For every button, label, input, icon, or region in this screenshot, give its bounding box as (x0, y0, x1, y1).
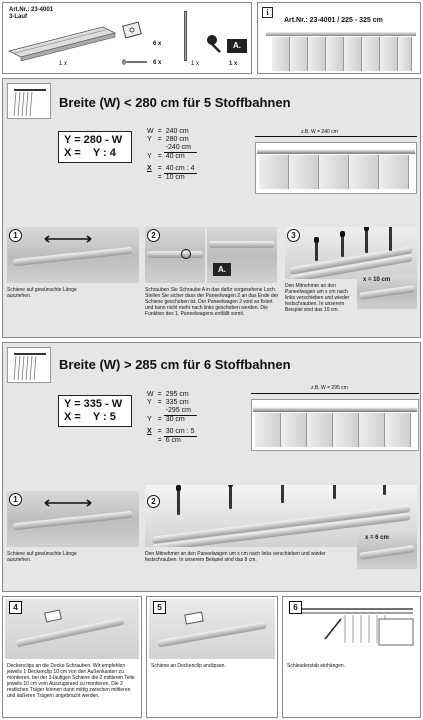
section2-icon (7, 347, 51, 383)
key-a-tag: A. (227, 39, 247, 53)
section-title: Breite (W) < 280 cm für 5 Stoffbahnen (59, 95, 291, 110)
s2-step2-detail (357, 533, 417, 569)
step3-text: Den Mitnehmer an den Paneelwagen um x cm nach links verschieben und wieder festschrauben. In unserem Beispiel sind das 10 cm. (285, 283, 350, 313)
step6-panel (282, 596, 421, 718)
formula-box (58, 131, 132, 163)
step5-number: 5 (153, 601, 166, 614)
rail-qty: 1 x (59, 61, 68, 67)
step3-number: 3 (287, 229, 300, 242)
formula2-x: X = Y : 5 (64, 411, 116, 423)
section-icon (7, 83, 51, 119)
step2-text: Schrauben Sie Schraube A in das dafür vorgesehene Loch. Stellen Sie sicher dass der Paneelwagen 2 an das Ende der Schiene geschoben ist. Der Paneelwagen 2 wird so fixiert und kann nicht mehr nach links geschoben werden. Die Funktion des 1. Paneelwagens entfällt somit. (145, 287, 279, 317)
rod-icon (184, 11, 187, 61)
panels-illustration (272, 37, 412, 71)
formula2-y: Y = 335 - W (64, 398, 123, 410)
key-qty: 1 x (229, 61, 238, 67)
step6-text: Schleuderstab einhängen. (287, 663, 346, 669)
step6-illustration (285, 599, 418, 651)
s2-step2-text: Den Mitnehmer an den Paneelwagen um x cm nach links verschieben und wieder festschrauben. In unserem Beispiel sind das 8 cm. (145, 551, 326, 563)
clip-qty: 6 x (153, 41, 162, 47)
panels-section1 (259, 155, 409, 189)
rail-illustration (7, 21, 117, 61)
step3-x-label: x = 10 cm (363, 277, 391, 283)
section-5-panels (2, 78, 421, 338)
s2-step1-photo (7, 491, 139, 547)
step4-photo (5, 599, 139, 659)
formula2-box (58, 395, 132, 427)
width2-dimension (251, 393, 419, 394)
step4-text: Deckenclips an die Decke Schrauben. Wir empfehlen jeweils 1 Deckenclip 10 cm von den Außenkanten zu montieren, bei der 3-läufigen Schiene die 2 mittleren Teile jeweils 10 cm vom Auszugsrand zu montieren. Die 2 restlichen Träger können dann mittig zwischen mittleren und äußeren Trägern angebracht werden. (7, 663, 135, 699)
art-number: Art.Nr.: 23-4001 (9, 7, 54, 13)
s2-step1-text: Schiene auf gewünschte Länge ausziehen. (7, 551, 77, 563)
info-icon: i (262, 7, 273, 18)
screw-icon (121, 57, 151, 67)
lauf-label: 3-Lauf (9, 14, 27, 20)
example-width: z.B. W = 240 cm (301, 129, 338, 135)
step6-number: 6 (289, 601, 302, 614)
step4-number: 4 (9, 601, 22, 614)
clip-icon (121, 21, 145, 41)
info-title: Art.Nr.: 23-4001 / 225 - 325 cm (284, 17, 383, 24)
step3-detail (357, 275, 417, 309)
panels-section2 (255, 413, 411, 447)
s2-step2-number: 2 (147, 495, 160, 508)
calculation: W = 240 cm Y = 280 cm -240 cm Y = 40 cm X = 40 cm : 4 = 10 cm (147, 128, 195, 181)
s2-x-label: x = 6 cm (365, 535, 389, 541)
section2-title: Breite (W) > 285 cm für 6 Stoffbahnen (59, 357, 291, 372)
screw-a-icon (203, 33, 225, 55)
rail-section2 (253, 407, 417, 412)
info-panel (257, 2, 421, 74)
screw-qty: 6 x (153, 60, 162, 66)
example2-width: z.B. W = 295 cm (311, 385, 348, 391)
step5-text: Schiene an Deckenclip anclipsen. (151, 663, 226, 669)
step1-number: 1 (9, 229, 22, 242)
section-6-panels (2, 342, 421, 592)
step1-photo (7, 227, 139, 283)
s2-step1-number: 1 (9, 493, 22, 506)
step4-panel (2, 596, 142, 718)
rail-section1 (257, 149, 415, 154)
formula-x: X = Y : 4 (64, 147, 116, 159)
rail-top-illustration (266, 32, 416, 36)
key-a-badge: A. (213, 263, 231, 276)
step5-photo (149, 599, 275, 659)
step2-number: 2 (147, 229, 160, 242)
step3-photo (285, 227, 417, 279)
parts-panel (2, 2, 252, 74)
width-dimension (255, 136, 417, 137)
step2-photo-right (207, 227, 277, 283)
step1-text: Schiene auf gewünschte Länge ausziehen. (7, 287, 77, 299)
step5-panel (146, 596, 278, 718)
calculation2: W = 295 cm Y = 335 cm -295 cm Y = 30 cm X = 30 cm : 5 = 6 cm (147, 391, 195, 444)
rod-qty: 1 x (191, 61, 200, 67)
formula-y: Y = 280 - W (64, 134, 123, 146)
